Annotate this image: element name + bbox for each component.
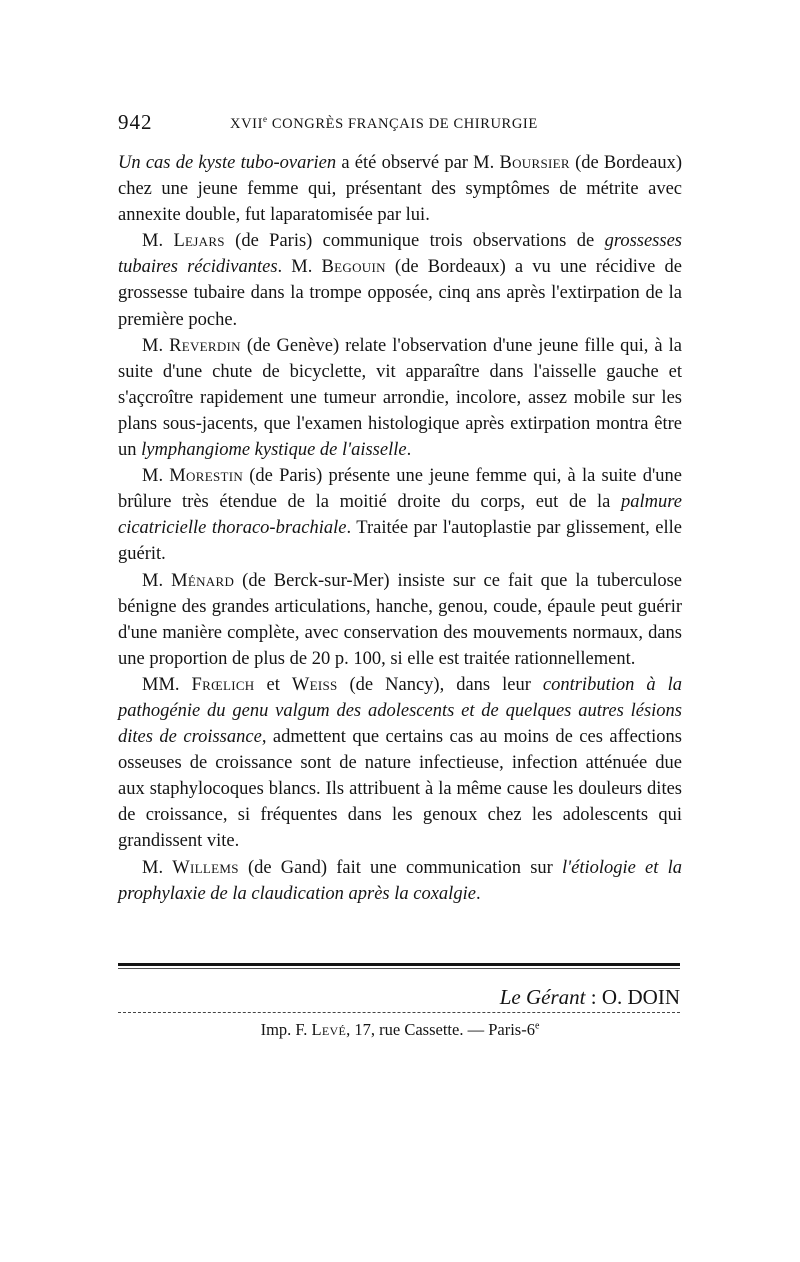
text-run: (de Genève) relate l'observation d'une jeune fille qui, à la suite d'une chute de bicyclette, vit apparaître dans l'aisselle gauche et s'açcroître rapidement une tumeur arrondie, incolore, assez mobile sur les plans sous-jacents, que l'examen histologique après extirpation montra être un (118, 335, 682, 461)
paragraph (118, 150, 682, 228)
text-run: (de Gand) fait une communication sur (238, 857, 563, 878)
divider-dashed (118, 1012, 680, 1013)
paragraph (118, 568, 682, 672)
signature-line (500, 985, 680, 1010)
paragraph (118, 463, 682, 567)
text-run: . Traitée par l'autoplastie par glissement, elle guérit. (118, 518, 682, 565)
author-name: Boursier (499, 153, 570, 173)
text-run: (de Bordeaux) a vu une récidive de grossesse tubaire dans la trompe opposée, cinq ans après l'extirpation de la première poche. (118, 257, 682, 330)
text-run: (de Paris) communique trois observations de (224, 231, 605, 252)
author-name: Ménard (171, 570, 235, 591)
divider-thin (118, 968, 680, 969)
text-run: M. (142, 231, 174, 252)
paragraph (118, 333, 682, 463)
imprint-address: , 17, rue Cassette. — Paris-6 (346, 1020, 535, 1039)
signature-name: O. DOIN (601, 985, 680, 1009)
text-run: (de Nancy), dans leur (337, 674, 543, 695)
imprint-line (0, 1020, 800, 1040)
page-number: 942 (118, 110, 153, 134)
text-run: , admettent que certains cas au moins de ces affections osseuses de croissance sont de nature infectieuse, infection atténuée due aux staphylocoques blancs. Ils attribuent à la même cause les douleurs dites de croissance, si fréquentes dans les genoux chez les adolescents qui grandissent vite. (118, 727, 682, 852)
text-run: MM. (142, 674, 192, 695)
text-run: a été observé par M. (336, 153, 500, 173)
text-run: (de Berck-sur-Mer) insiste sur ce fait que la tuberculose bénigne des grandes articulations, hanche, genou, coude, épaule peut guérir d'une manière complète, avec conservation des mouvements normaux, dans une proportion de plus de 20 p. 100, si elle est traitée rationnellement. (118, 570, 683, 669)
text-run: M. (142, 857, 173, 878)
italic-phrase: grossesses tubaires récidivantes (118, 231, 682, 278)
body-text (118, 150, 682, 907)
italic-phrase: lymphangiome kystique de l'aisselle (141, 440, 407, 461)
text-run: (de Bordeaux) chez une jeune femme qui, présentant des symptômes de métrite avec annexite double, fut laparatomisée par lui. (118, 153, 682, 226)
divider-thick (118, 963, 680, 966)
imprint-superscript: e (534, 1020, 540, 1032)
paragraph (118, 672, 682, 855)
text-run: M. (142, 335, 170, 356)
header-title (230, 114, 538, 133)
text-run: (de Paris) présente une jeune femme qui, à la suite d'une brûlure très étendue de la moitié droite du corps, eut de la (118, 466, 682, 513)
text-run: M. (142, 466, 170, 487)
imprint-printer: Levé (311, 1020, 347, 1039)
text-run: . (406, 440, 412, 461)
author-name: Lejars (173, 231, 225, 252)
text-run: et (254, 674, 292, 695)
running-head (118, 110, 680, 138)
imprint-prefix: Imp. F. (260, 1020, 312, 1039)
italic-phrase: contribution à la pathogénie du genu valgum des adolescents et de quelques autres lésions dites de croissance (118, 674, 682, 748)
italic-phrase: Un cas de kyste tubo-ovarien (118, 153, 337, 173)
signature-separator: : (585, 985, 602, 1009)
paragraph (118, 228, 682, 332)
author-name: Frœlich (191, 674, 255, 695)
author-name: Begouin (321, 257, 386, 278)
text-run: . M. (277, 257, 322, 278)
text-run: M. (142, 570, 172, 591)
italic-phrase: palmure cicatricielle thoraco-brachiale (118, 492, 682, 539)
signature-role: Le Gérant (499, 985, 586, 1009)
paragraph (118, 855, 682, 907)
header-title-text: CONGRÈS FRANÇAIS DE CHIRURGIE (267, 115, 538, 132)
author-name: Reverdin (169, 335, 241, 356)
text-run: . (475, 883, 481, 904)
author-name: Morestin (169, 466, 244, 487)
header-title-roman: XVII (230, 115, 264, 132)
header-title-superscript: e (263, 114, 268, 124)
italic-phrase: l'étiologie et la prophylaxie de la claudication après la coxalgie (118, 857, 682, 904)
author-name: Weiss (291, 674, 338, 695)
author-name: Willems (172, 857, 239, 878)
